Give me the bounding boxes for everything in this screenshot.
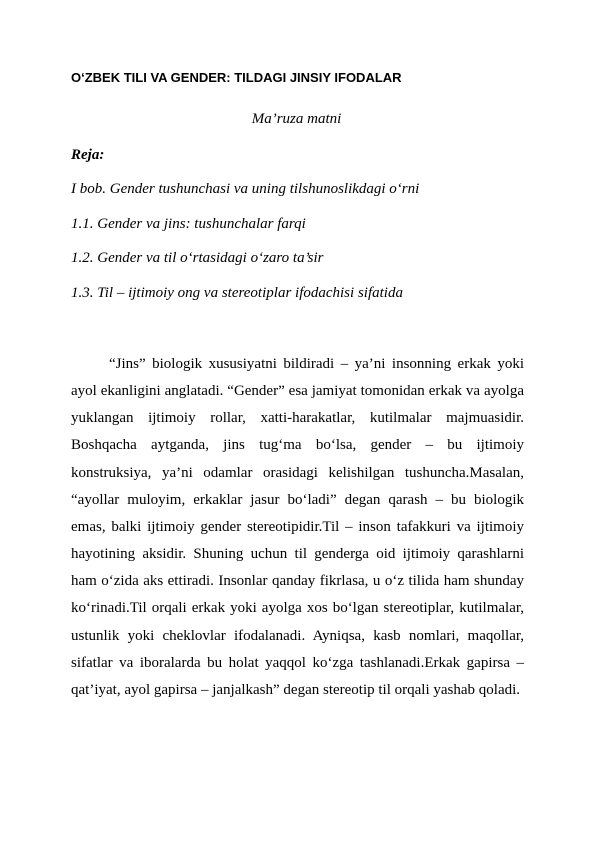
document-title: O‘ZBEK TILI VA GENDER: TILDAGI JINSIY IFODALAR — [71, 70, 402, 85]
plan-item-1-1: 1.1. Gender va jins: tushunchalar farqi — [71, 215, 306, 232]
document-subtitle: Ma’ruza matni — [251, 111, 342, 127]
plan-item-1-2: 1.2. Gender va til o‘rtasidagi o‘zaro ta’sir — [71, 250, 324, 266]
plan-list — [71, 146, 531, 318]
body-paragraph: “Jins” biologik xususiyatni bildiradi – ya’ni insonning erkak yoki ayol ekanligini anglatadi. “Gender” esa jamiyat tomonidan erkak va ayolga yuklangan ijtimoiy rollar, xatti-harakatlar, kutilmalar majmuasidir. Boshqacha aytganda, jins tug‘ma bo‘lsa, gender – bu ijtimoiy konstruksiya, ya’ni odamlar orasidagi kelishilgan tushuncha.Masalan, “ayollar muloyim, erkaklar jasur bo‘ladi” degan qarash – bu biologik emas, balki ijtimoiy gender stereotipidir.Til – inson tafakkuri va ijtimoiy hayotining aksidir. Shuning uchun til genderga oid ijtimoiy qarashlarni ham o‘zida aks ettiradi. Insonlar qanday fikrlasa, u o‘z tilida ham shunday ko‘rinadi.Til orqali erkak yoki ayolga xos bo‘lgan stereotiplar, kutilmalar, ustunlik yoki cheklovlar ifodalanadi. Ayniqsa, kasb nomlari, maqollar, sifatlar va iboralarda bu holat yaqqol ko‘zga tashlanadi.Erkak gapirsa – qat’iyat, ayol gapirsa – janjalkash” degan stereotip til orqali yashab qoladi. — [71, 356, 524, 698]
plan-item-1-3: 1.3. Til – ijtimoiy ong va stereotiplar ifodachisi sifatida — [71, 284, 403, 301]
plan-label: Reja: — [71, 147, 105, 163]
plan-item-chapter: I bob. Gender tushunchasi va uning tilshunoslikdagi o‘rni — [71, 181, 420, 197]
